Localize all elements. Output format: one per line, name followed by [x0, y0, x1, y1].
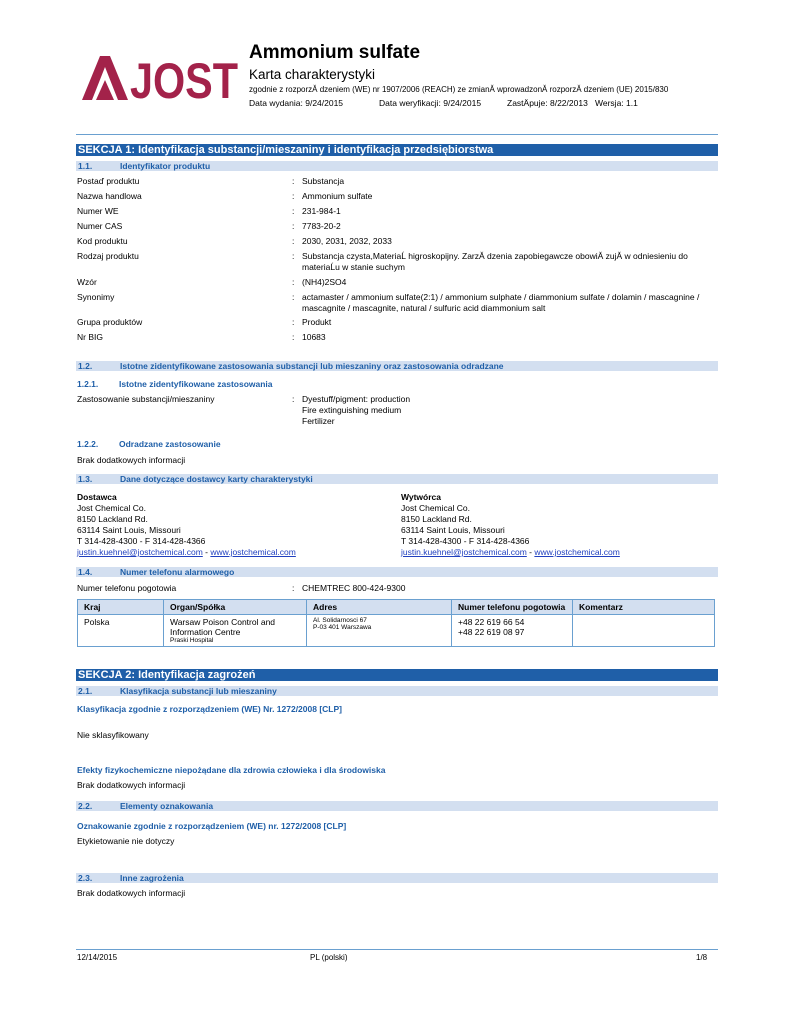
effects-text: Brak dodatkowych informacji	[77, 780, 186, 790]
row-colon: :	[292, 317, 295, 327]
row-colon: :	[292, 191, 295, 201]
row-label: Synonimy	[77, 292, 115, 302]
supplier-web-link[interactable]: www.jostchemical.com	[210, 547, 296, 557]
row-label: Numer WE	[77, 206, 119, 216]
row-label: Nr BIG	[77, 332, 103, 342]
manufacturer-line: Jost Chemical Co.	[401, 503, 470, 513]
row-label: Wzór	[77, 277, 97, 287]
use-label: Zastosowanie substancji/mieszaniny	[77, 394, 215, 404]
supplier-line: Jost Chemical Co.	[77, 503, 146, 513]
row-value: (NH4)2SO4	[302, 277, 347, 287]
other-hazards-text: Brak dodatkowych informacji	[77, 888, 186, 898]
row-colon: :	[292, 292, 295, 302]
sub-1-2-2: 1.2.2. Odradzane zastosowanie	[77, 439, 221, 449]
supplier-line: 63114 Saint Louis, Missouri	[77, 525, 181, 535]
clp-text: Nie sklasyfikowany	[77, 730, 149, 740]
sub-1-2: 1.2. Istotne zidentyfikowane zastosowania substancji lub mieszaniny oraz zastosowania odradzane	[76, 361, 718, 371]
th-org: Organ/Spółka	[164, 600, 307, 615]
doc-subtitle: Karta charakterystyki	[249, 67, 376, 82]
table-header-row	[78, 600, 715, 615]
jost-logo	[80, 50, 240, 109]
row-colon: :	[292, 277, 295, 287]
th-address: Adres	[307, 600, 452, 615]
doc-title: Ammonium sulfate	[249, 42, 421, 63]
manufacturer-heading: Wytwórca	[401, 492, 441, 502]
sub-1-3: 1.3. Dane dotyczące dostawcy karty charakterystyki	[76, 474, 718, 484]
cell-comment	[573, 615, 715, 647]
sub-2-3: 2.3. Inne zagrożenia	[76, 873, 718, 883]
effects-heading: Efekty fizykochemiczne niepożądane dla zdrowia człowieka i dla środowiska	[77, 765, 386, 775]
sub-1-4: 1.4. Numer telefonu alarmowego	[76, 567, 718, 577]
row-value: Ammonium sulfate	[302, 191, 373, 201]
manufacturer-email-link[interactable]: justin.kuehnel@jostchemical.com	[401, 547, 527, 557]
cell-address: Al. Solidarnosci 67 P-03 401 Warszawa	[307, 615, 452, 647]
row-value: actamaster / ammonium sulfate(2:1) / ammonium sulphate / diammonium sulfate / dolamin / mascagnine / mascagnite / mascagnite, natural / sulfuric acid diammonium salt	[302, 292, 700, 313]
uses-list	[302, 394, 712, 427]
dates-line	[249, 98, 638, 108]
sub-1-1: 1.1. Identyfikator produktu	[76, 161, 718, 171]
use-item: Dyestuff/pigment: production	[302, 394, 411, 404]
label-heading: Oznakowanie zgodnie z rozporządzeniem (WE) nr. 1272/2008 [CLP]	[77, 821, 347, 831]
cell-phone: +48 22 619 66 54 +48 22 619 08 97	[452, 615, 573, 647]
row-label: Numer CAS	[77, 221, 123, 231]
row-value: 2030, 2031, 2032, 2033	[302, 236, 392, 246]
row-colon: :	[292, 221, 295, 231]
manufacturer-line: 8150 Lackland Rd.	[401, 514, 472, 524]
row-value: 7783-20-2	[302, 221, 341, 231]
table-row	[78, 615, 715, 647]
emergency-value: CHEMTREC 800-424-9300	[302, 583, 406, 593]
th-phone: Numer telefonu pogotowia	[452, 600, 573, 615]
supplier-line: 8150 Lackland Rd.	[77, 514, 148, 524]
row-value: 10683	[302, 332, 326, 342]
supplier-heading: Dostawca	[77, 492, 117, 502]
label-text: Etykietowanie nie dotyczy	[77, 836, 175, 846]
row-label: Nazwa handlowa	[77, 191, 142, 201]
use-item: Fertilizer	[302, 416, 335, 426]
footer-rule	[76, 949, 718, 950]
footer-date: 12/14/2015	[77, 953, 118, 962]
header-rule	[76, 134, 718, 135]
th-comment: Komentarz	[573, 600, 715, 615]
row-colon: :	[292, 251, 295, 261]
footer-page: 1/8	[696, 953, 708, 962]
verify-date: Data weryfikacji: 9/24/2015	[379, 98, 482, 108]
row-value: 231-984-1	[302, 206, 341, 216]
row-colon: :	[292, 332, 295, 342]
manufacturer-line: T 314-428-4300 - F 314-428-4366	[401, 536, 530, 546]
supplier-block	[77, 492, 296, 558]
row-label: Grupa produktów	[77, 317, 143, 327]
row-value: Substancja czysta,MateriaĹ higroskopijny. ZarzĂ dzenia zapobiegawcze obowiĂ zujĂ w odniesieniu do materiaĹu w stanie suchym	[302, 251, 688, 272]
row-label: Rodzaj produktu	[77, 251, 139, 261]
footer-lang: PL (polski)	[310, 953, 348, 962]
row-colon: :	[292, 206, 295, 216]
emergency-label: Numer telefonu pogotowia	[77, 583, 177, 593]
regulation-line: zgodnie z rozporzĂ dzeniem (WE) nr 1907/2006 (REACH) ze zmianĂ wprowadzonĂ rozporzĂ dzeniem (UE) 2015/830	[249, 85, 669, 94]
manufacturer-block	[401, 492, 620, 558]
supplier-line: T 314-428-4300 - F 314-428-4366	[77, 536, 206, 546]
version: Wersja: 1.1	[595, 98, 638, 108]
th-country: Kraj	[78, 600, 164, 615]
emergency-colon: :	[292, 583, 295, 593]
replaces-date: ZastÄpuje: 8/22/2013	[507, 98, 588, 108]
row-label: Kod produktu	[77, 236, 128, 246]
sub-2-1: 2.1. Klasyfikacja substancji lub mieszaniny	[76, 686, 718, 696]
section1-bar: SEKCJA 1: Identyfikacja substancji/mieszaniny i identyfikacja przedsiębiorstwa	[76, 144, 718, 156]
cell-org: Warsaw Poison Control and Information Centre Praski Hospital	[164, 615, 307, 647]
sub-2-2: 2.2. Elementy oznakowania	[76, 801, 718, 811]
link-sep: -	[202, 547, 211, 557]
use-item: Fire extinguishing medium	[302, 405, 402, 415]
emergency-table	[77, 599, 715, 647]
clp-heading: Klasyfikacja zgodnie z rozporządzeniem (WE) Nr. 1272/2008 [CLP]	[77, 704, 342, 714]
manufacturer-web-link[interactable]: www.jostchemical.com	[534, 547, 620, 557]
row-colon: :	[292, 236, 295, 246]
supplier-email-link[interactable]: justin.kuehnel@jostchemical.com	[77, 547, 203, 557]
use-colon: :	[292, 394, 295, 404]
link-sep: -	[526, 547, 535, 557]
issue-date: Data wydania: 9/24/2015	[249, 98, 344, 108]
sub-1-2-1: 1.2.1. Istotne zidentyfikowane zastosowania	[77, 379, 273, 389]
row-label: Postaď produktu	[77, 176, 140, 186]
row-value: Substancja	[302, 176, 345, 186]
not-advised-text: Brak dodatkowych informacji	[77, 455, 186, 465]
row-value: Produkt	[302, 317, 332, 327]
manufacturer-line: 63114 Saint Louis, Missouri	[401, 525, 505, 535]
section2-bar: SEKCJA 2: Identyfikacja zagrożeń	[76, 669, 718, 681]
row-colon: :	[292, 176, 295, 186]
cell-country: Polska	[78, 615, 164, 647]
logo-text: JOST	[130, 53, 238, 109]
